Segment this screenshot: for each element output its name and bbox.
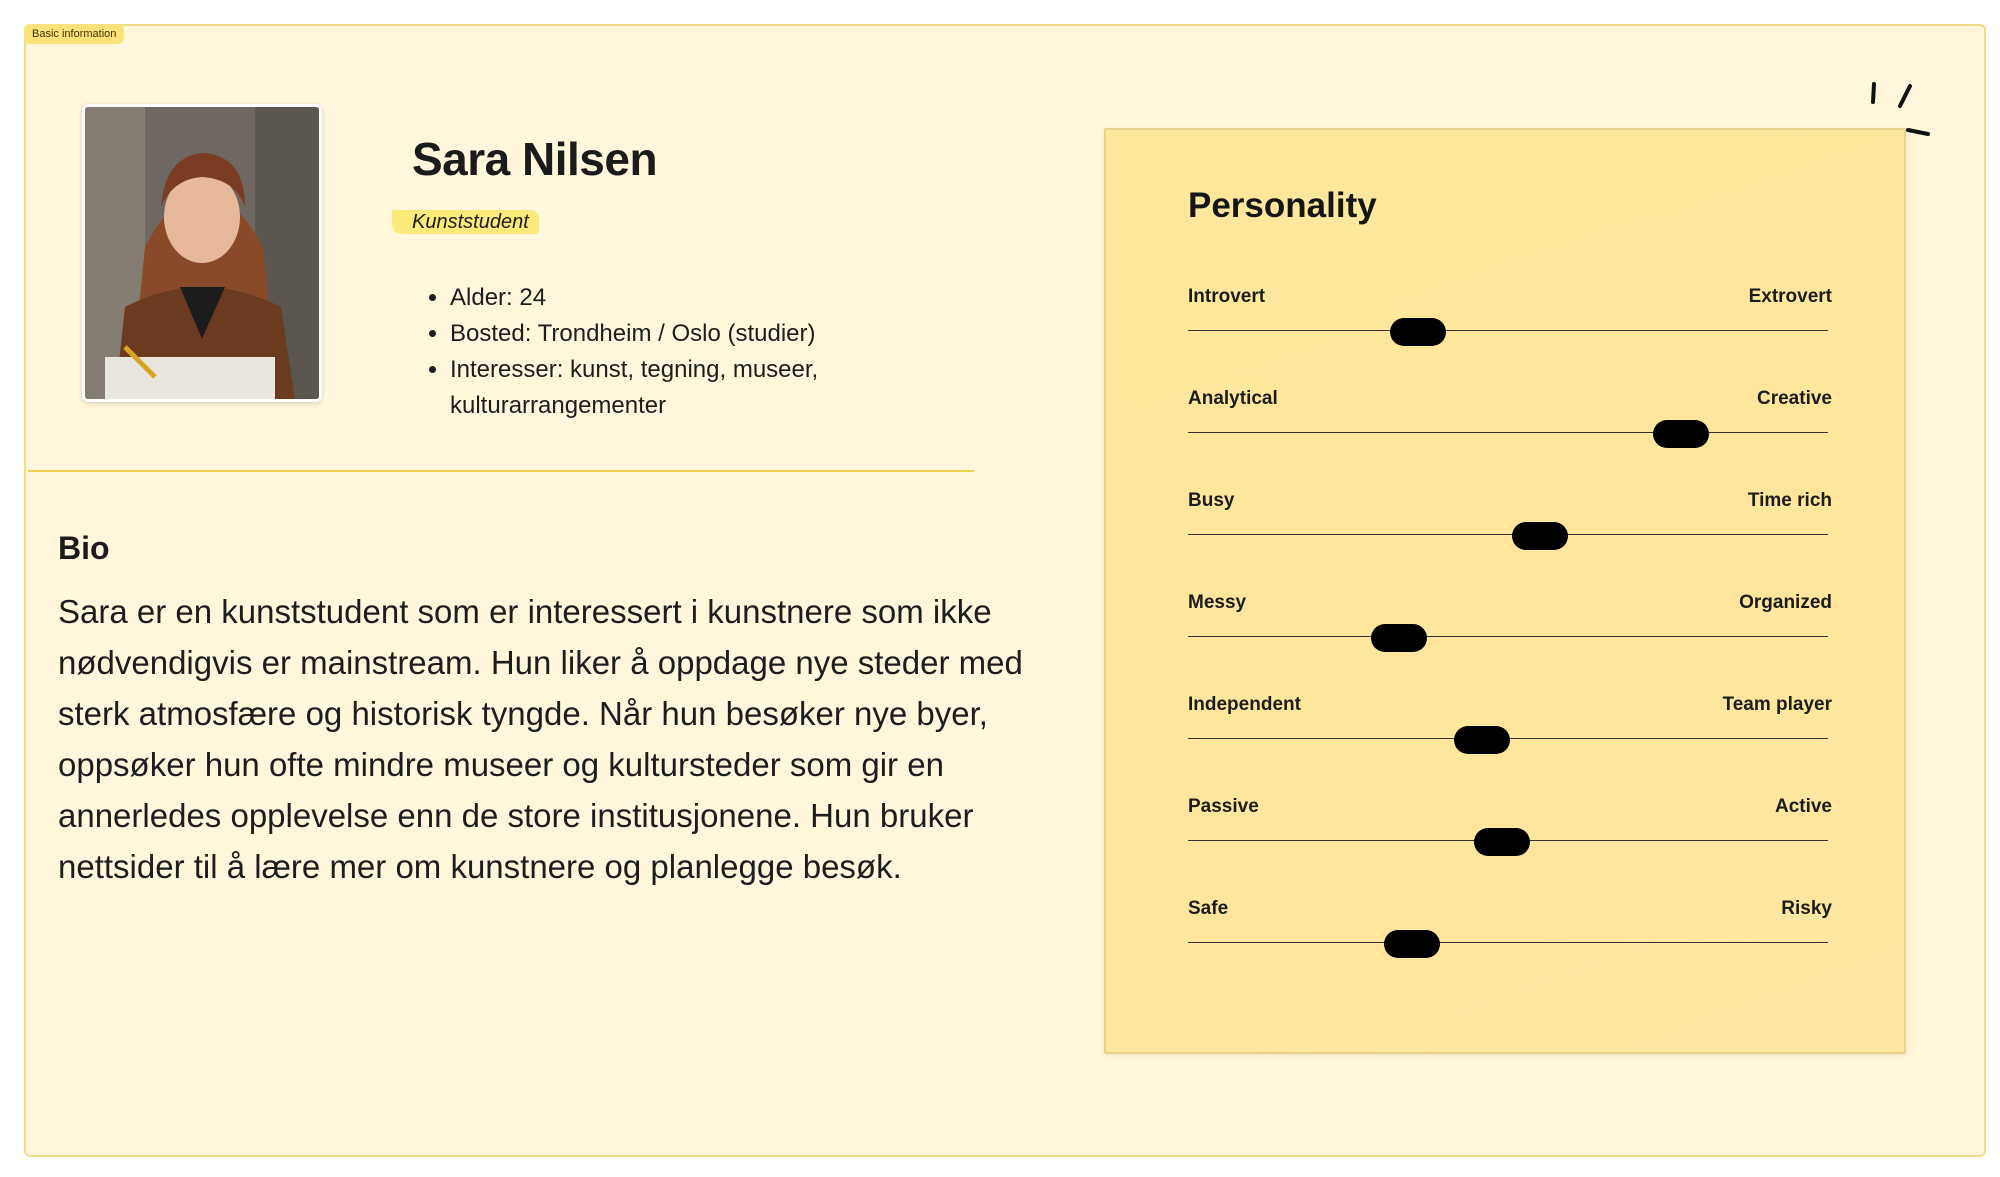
- fact-interests: • Interesser: kunst, tegning, museer, kulturarrangementer: [450, 352, 950, 424]
- slider-thumb[interactable]: [1390, 318, 1446, 346]
- persona-facts-list: [420, 280, 950, 424]
- slider-introvert-extrovert: [1188, 286, 1832, 350]
- slider-thumb[interactable]: [1371, 624, 1427, 652]
- slider-safe-risky: [1188, 898, 1832, 962]
- bio-text: Sara er en kunststudent som er interessert i kunstnere som ikke nødvendigvis er mainstream. Hun liker å oppdage nye steder med sterk atmosfære og historisk tyngde. Når hun besøker nye byer, oppsøker hun ofte mindre museer og kultursteder som gir en annerledes opplevelse enn de store institusjonene. Hun bruker nettsider til å lære mer om kunstnere og planlegge besøk.: [58, 593, 1023, 885]
- bio-title: Bio: [58, 530, 110, 566]
- personality-title: Personality: [1188, 186, 1377, 225]
- section-divider: [28, 470, 974, 472]
- slider-track: [1188, 432, 1828, 433]
- persona-role-badge: Kunststudent: [392, 210, 539, 234]
- slider-left-label: Independent: [1188, 694, 1301, 715]
- slider-left-label: Messy: [1188, 592, 1247, 613]
- fact-age: • Alder: 24: [450, 280, 950, 316]
- profile-photo: [82, 104, 322, 402]
- slider-analytical-creative: [1188, 388, 1832, 452]
- slider-right-label: Creative: [1757, 388, 1832, 409]
- slider-track: [1188, 636, 1828, 637]
- slider-thumb[interactable]: [1454, 726, 1510, 754]
- slider-track: [1188, 942, 1828, 943]
- personality-sticky-note[interactable]: [1104, 128, 1906, 1054]
- slider-right-label: Active: [1774, 796, 1832, 817]
- slider-right-label: Time rich: [1747, 490, 1832, 511]
- slider-thumb[interactable]: [1653, 420, 1709, 448]
- slider-left-label: Analytical: [1188, 388, 1278, 409]
- slider-track: [1188, 534, 1828, 535]
- slider-messy-organized: [1188, 592, 1832, 656]
- slider-thumb[interactable]: [1474, 828, 1530, 856]
- frame-tag[interactable]: Basic information: [24, 24, 124, 44]
- slider-right-label: Risky: [1781, 898, 1832, 919]
- slider-right-label: Extrovert: [1748, 286, 1832, 307]
- slider-busy-time-rich: [1188, 490, 1832, 554]
- slider-track: [1188, 330, 1828, 331]
- portrait-illustration: [85, 107, 319, 399]
- slider-right-label: Organized: [1739, 592, 1832, 613]
- slider-thumb[interactable]: [1512, 522, 1568, 550]
- fact-location: • Bosted: Trondheim / Oslo (studier): [450, 316, 950, 352]
- persona-name: Sara Nilsen: [412, 133, 658, 185]
- slider-right-label: Team player: [1722, 694, 1832, 715]
- sparkle-doodle-icon: [1860, 80, 1940, 150]
- slider-independent-team-player: [1188, 694, 1832, 758]
- slider-left-label: Passive: [1188, 796, 1259, 817]
- slider-left-label: Introvert: [1188, 286, 1266, 307]
- slider-left-label: Busy: [1188, 490, 1235, 511]
- slider-left-label: Safe: [1188, 898, 1229, 919]
- slider-passive-active: [1188, 796, 1832, 860]
- slider-thumb[interactable]: [1384, 930, 1440, 958]
